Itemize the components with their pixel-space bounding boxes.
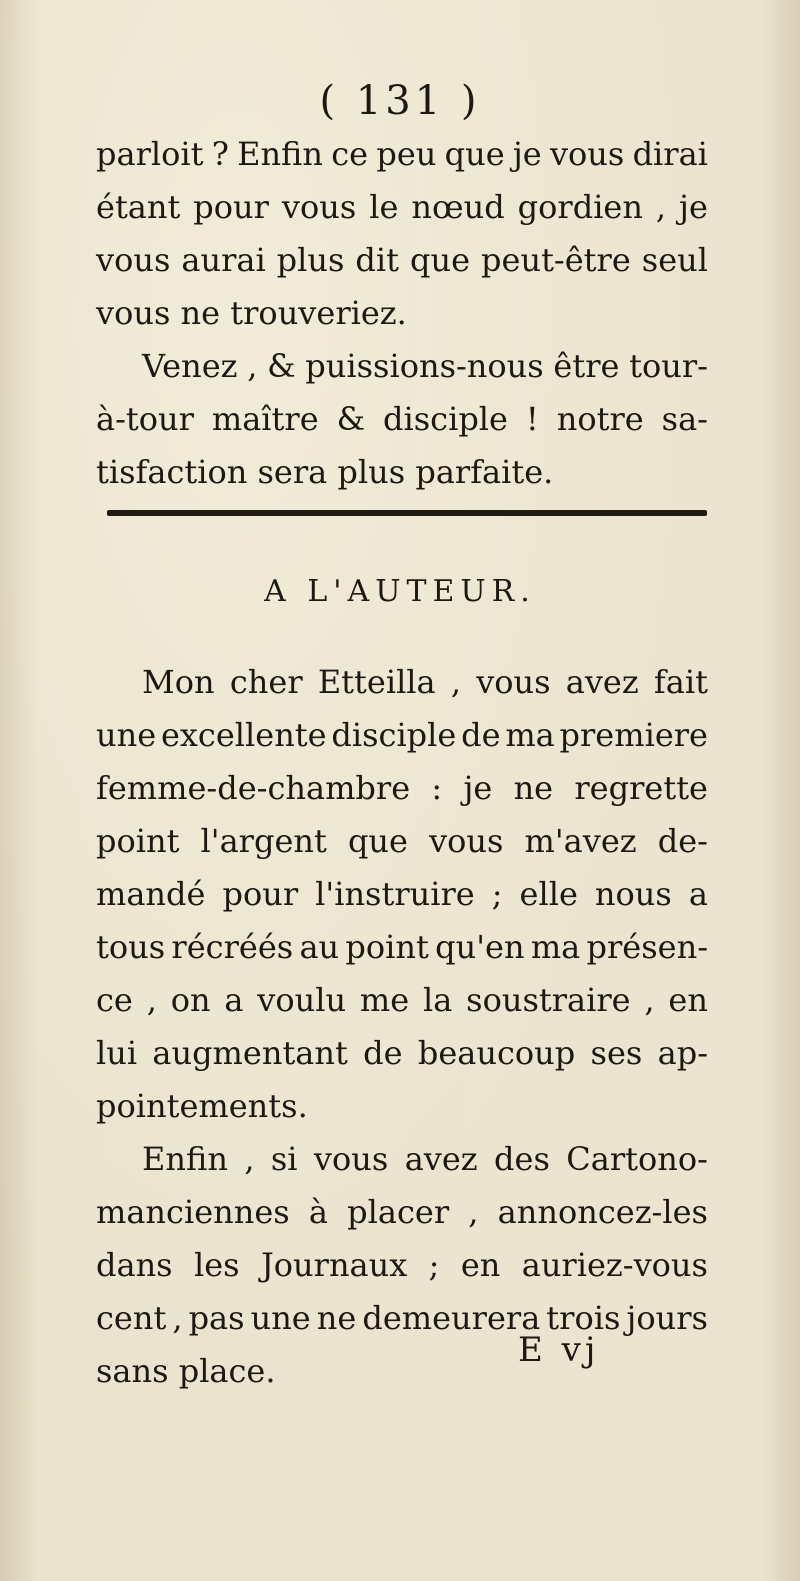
word: ; bbox=[491, 875, 503, 913]
word: peu bbox=[376, 135, 437, 173]
word: vous bbox=[549, 135, 625, 173]
word: vous bbox=[429, 822, 504, 860]
word: disciple bbox=[383, 400, 508, 438]
word: pas bbox=[188, 1299, 245, 1337]
text-line bbox=[96, 1027, 708, 1080]
word: ma bbox=[505, 716, 555, 754]
text-line bbox=[96, 656, 708, 709]
word: le bbox=[369, 188, 399, 226]
word: une bbox=[250, 1299, 311, 1337]
text-line: vous ne trouveriez. bbox=[96, 294, 407, 332]
word: en bbox=[668, 981, 708, 1019]
text-line bbox=[96, 1239, 708, 1292]
word: mandé bbox=[96, 875, 206, 913]
text-line: sans place. bbox=[96, 1352, 276, 1390]
word: & bbox=[267, 347, 296, 385]
section-heading: A L'AUTEUR. bbox=[264, 574, 536, 609]
word: dans bbox=[96, 1246, 173, 1284]
word: jours bbox=[626, 1299, 708, 1337]
word: de bbox=[363, 1034, 403, 1072]
word: , bbox=[450, 663, 461, 701]
word: Enfin bbox=[142, 1140, 228, 1178]
word: je bbox=[463, 769, 493, 807]
word: vous bbox=[476, 663, 551, 701]
word: nœud bbox=[411, 188, 505, 226]
word: avez bbox=[404, 1140, 478, 1178]
word: point bbox=[345, 928, 429, 966]
word: pour bbox=[193, 188, 269, 226]
word: Enfin bbox=[237, 135, 323, 173]
word: de- bbox=[657, 822, 708, 860]
word: vous bbox=[96, 241, 171, 279]
text-line: pointements. bbox=[96, 1087, 308, 1125]
word: vous bbox=[313, 1140, 389, 1178]
word: étant bbox=[96, 188, 181, 226]
word: ! bbox=[525, 400, 539, 438]
text-line bbox=[96, 1133, 708, 1186]
word: Mon bbox=[142, 663, 215, 701]
word: aurai bbox=[181, 241, 266, 279]
word: cher bbox=[229, 663, 303, 701]
word: pour bbox=[222, 875, 299, 913]
word: auriez-vous bbox=[521, 1246, 708, 1284]
word: lui bbox=[96, 1034, 138, 1072]
word: en bbox=[460, 1246, 501, 1284]
word: au bbox=[299, 928, 340, 966]
text-line bbox=[96, 815, 708, 868]
word: elle bbox=[519, 875, 578, 913]
word: seul bbox=[641, 241, 708, 279]
word: trois bbox=[546, 1299, 621, 1337]
word: , bbox=[468, 1193, 479, 1231]
word: la bbox=[423, 981, 453, 1019]
word: ses bbox=[590, 1034, 643, 1072]
text-line bbox=[96, 234, 708, 287]
word: , bbox=[172, 1299, 183, 1337]
word: l'argent bbox=[200, 822, 327, 860]
word: qu'en bbox=[435, 928, 525, 966]
text-line bbox=[96, 974, 708, 1027]
word: ce bbox=[96, 981, 133, 1019]
text-block-1 bbox=[96, 128, 708, 499]
word: cent bbox=[96, 1299, 167, 1337]
word: demeurera bbox=[362, 1299, 541, 1337]
word: me bbox=[359, 981, 410, 1019]
word: dirai bbox=[632, 135, 708, 173]
word: avez bbox=[565, 663, 639, 701]
word: vous bbox=[281, 188, 357, 226]
word: annoncez-les bbox=[497, 1193, 708, 1231]
word: maître bbox=[211, 400, 319, 438]
word: femme-de-chambre bbox=[96, 769, 411, 807]
word: présen- bbox=[586, 928, 708, 966]
word: à bbox=[308, 1193, 328, 1231]
word: sa- bbox=[661, 400, 708, 438]
word: fait bbox=[653, 663, 708, 701]
text-line bbox=[96, 868, 708, 921]
word: que bbox=[347, 822, 408, 860]
word: ; bbox=[428, 1246, 440, 1284]
text-line bbox=[96, 1186, 708, 1239]
text-line bbox=[96, 709, 708, 762]
word: manciennes bbox=[96, 1193, 290, 1231]
word: regrette bbox=[574, 769, 708, 807]
word: je bbox=[512, 135, 542, 173]
word: l'instruire bbox=[315, 875, 475, 913]
word: beaucoup bbox=[417, 1034, 576, 1072]
word: Cartono- bbox=[566, 1140, 708, 1178]
word: : bbox=[431, 769, 443, 807]
word: ? bbox=[211, 135, 229, 173]
text-line: tisfaction sera plus parfaite. bbox=[96, 453, 554, 491]
word: Venez bbox=[142, 347, 238, 385]
text-line bbox=[96, 762, 708, 815]
word: m'avez bbox=[524, 822, 637, 860]
text-line bbox=[96, 340, 708, 393]
word: de bbox=[461, 716, 501, 754]
word: ce bbox=[331, 135, 369, 173]
word: je bbox=[679, 188, 708, 226]
word: point bbox=[96, 822, 180, 860]
word: les bbox=[193, 1246, 240, 1284]
word: récréés bbox=[171, 928, 294, 966]
word: a bbox=[224, 981, 244, 1019]
word: on bbox=[170, 981, 211, 1019]
word: placer bbox=[347, 1193, 450, 1231]
word: ne bbox=[316, 1299, 357, 1337]
word: puissions-nous bbox=[305, 347, 544, 385]
word: , bbox=[244, 1140, 255, 1178]
word: tous bbox=[96, 928, 166, 966]
text-block-2 bbox=[96, 656, 708, 1398]
word: augmentant bbox=[152, 1034, 348, 1072]
page-number: ( 131 ) bbox=[319, 78, 481, 124]
section-divider bbox=[107, 510, 707, 516]
word: , bbox=[655, 188, 667, 226]
word: peut-être bbox=[481, 241, 631, 279]
word: disciple bbox=[331, 716, 457, 754]
word: être bbox=[553, 347, 620, 385]
word: si bbox=[270, 1140, 298, 1178]
word: Journaux bbox=[260, 1246, 408, 1284]
word: parloit bbox=[96, 135, 204, 173]
word: soustraire bbox=[466, 981, 631, 1019]
word: des bbox=[494, 1140, 550, 1178]
word: ma bbox=[530, 928, 581, 966]
word: gordien bbox=[517, 188, 643, 226]
word: à-tour bbox=[96, 400, 194, 438]
word: , bbox=[247, 347, 258, 385]
word: que bbox=[410, 241, 471, 279]
word: excellente bbox=[160, 716, 327, 754]
word: une bbox=[96, 716, 157, 754]
word: Etteilla bbox=[317, 663, 436, 701]
text-line bbox=[96, 181, 708, 234]
text-line bbox=[96, 393, 708, 446]
text-line bbox=[96, 1292, 708, 1345]
word: tour- bbox=[629, 347, 708, 385]
text-line bbox=[96, 921, 708, 974]
text-line bbox=[96, 128, 708, 181]
word: nous bbox=[594, 875, 672, 913]
word: que bbox=[444, 135, 505, 173]
signature-mark: E vj bbox=[518, 1330, 600, 1370]
word: voulu bbox=[257, 981, 347, 1019]
word: notre bbox=[556, 400, 644, 438]
word: ne bbox=[513, 769, 554, 807]
word: & bbox=[336, 400, 366, 438]
word: , bbox=[644, 981, 655, 1019]
word: premiere bbox=[559, 716, 708, 754]
word: a bbox=[688, 875, 708, 913]
word: dit bbox=[355, 241, 399, 279]
word: plus bbox=[276, 241, 345, 279]
word: ap- bbox=[657, 1034, 708, 1072]
word: , bbox=[146, 981, 157, 1019]
